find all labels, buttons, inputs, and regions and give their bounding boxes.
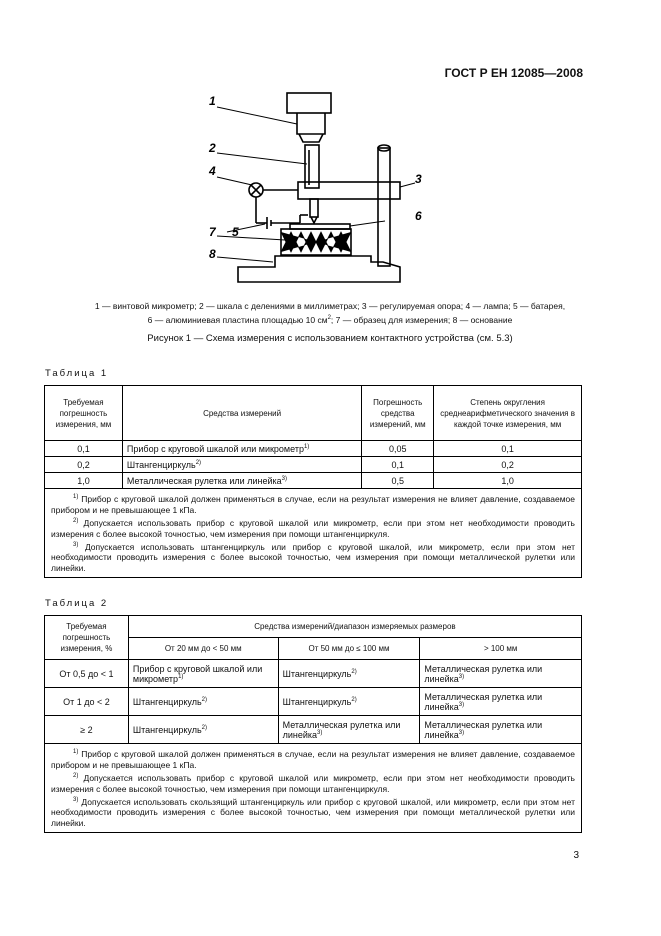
table1-footnotes: $^{1)}$ Прибор с круговой шкалой должен применяться в случае, если на результат измерения не влияет давление, создаваемое прибором и не превышающее 1 кПа. $^{2)}$ Допускается использовать прибор с круговой шкалой или микрометр, если при этом нет необходимости проводить измерения с более высокой точностью, чем измерения при помощи штангенциркуля. $^{3)}$ Допускается использовать штангенциркуль или прибор с круговой шкалой, или микрометр, если при этом нет необходимости проводить измерения с более высокой точностью, чем измерения при помощи металлической рулетки или линейки. — [45, 489, 582, 578]
table2-footnotes: $^{1)}$ Прибор с круговой шкалой должен применяться в случае, если на результат измерения не влияет давление, создаваемое прибором и не превышающее 1 кПа. $^{2)}$ Допускается использовать прибор с круговой шкалой или микрометр, если при этом нет необходимости проводить измерения с более высокой точностью, чем измерения при помощи штангенциркуля. $^{3)}$ Допускается использовать скользящий штангенциркуль или прибор с круговой шкалой, или микрометр, если при этом нет необходимости проводить измерения с более высокой точностью, чем измерения при помощи металлической рулетки или линейки. — [45, 744, 582, 833]
table-row: От 1 до < 2 Штангенциркуль$^{2)}$ Штангенциркуль$^{2)}$ Металлическая рулетка или линейка$^{3)}$ — [45, 688, 582, 716]
label-2: 2 — [209, 141, 216, 155]
label-4: 4 — [209, 164, 216, 178]
table1-caption: Таблица 1 — [45, 368, 109, 379]
measurement-device-diagram — [195, 90, 435, 295]
table1-header-err: Погрешность средства измерений, мм — [362, 386, 434, 441]
table-row: 0,1 Прибор с круговой шкалой или микрометр$^{1)}$ 0,05 0,1 — [45, 441, 582, 457]
table2-header-group: Средства измерений/диапазон измеряемых размеров — [128, 616, 581, 638]
page-number: 3 — [573, 850, 579, 861]
table-row: ≥ 2 Штангенциркуль$^{2)}$ Металлическая рулетка или линейка$^{3)}$ Металлическая рулетка или линейка$^{3)}$ — [45, 716, 582, 744]
legend-line-1: 1 — винтовой микрометр; 2 — шкала с делениями в миллиметрах; 3 — регулируемая опора; 4 — лампа; 5 — батарея, — [94, 301, 566, 311]
label-3: 3 — [415, 172, 422, 186]
table2 — [44, 615, 582, 833]
figure-legend — [60, 300, 600, 326]
table-row: От 0,5 до < 1 Прибор с круговой шкалой или микрометр$^{1)}$ Штангенциркуль$^{2)}$ Металлическая рулетка или линейка$^{3)}$ — [45, 660, 582, 688]
label-5: 5 — [232, 225, 239, 239]
table-row: 0,2 Штангенциркуль$^{2)}$ 0,1 0,2 — [45, 457, 582, 473]
table-row: 1,0 Металлическая рулетка или линейка$^{3)}$ 0,5 1,0 — [45, 473, 582, 489]
table1-header-tool: Средства измерений — [122, 386, 361, 441]
table2-caption: Таблица 2 — [45, 598, 109, 609]
table1-header-round: Степень округления среднеарифметического значения в каждой точке измерения, мм — [434, 386, 582, 441]
table2-range-2: От 50 мм до ≤ 100 мм — [278, 638, 420, 660]
table2-range-3: > 100 мм — [420, 638, 582, 660]
label-6: 6 — [415, 209, 422, 223]
legend-line-2: 6 — алюминиевая пластина площадью 10 $см^2$; 7 — образец для измерения; 8 — основание — [147, 314, 513, 325]
figure-caption: Рисунок 1 — Схема измерения с использованием контактного устройства (см. 5.3) — [147, 333, 513, 344]
table1 — [44, 385, 582, 578]
table2-range-1: От 20 мм до < 50 мм — [128, 638, 278, 660]
table1-header-req: Требуемая погрешность измерения, мм — [45, 386, 123, 441]
table2-header-req: Требуемая погрешность измерения, % — [45, 616, 129, 660]
standard-code: ГОСТ Р ЕН 12085—2008 — [444, 66, 583, 80]
label-7: 7 — [209, 225, 216, 239]
label-1: 1 — [209, 94, 216, 108]
label-8: 8 — [209, 247, 216, 261]
